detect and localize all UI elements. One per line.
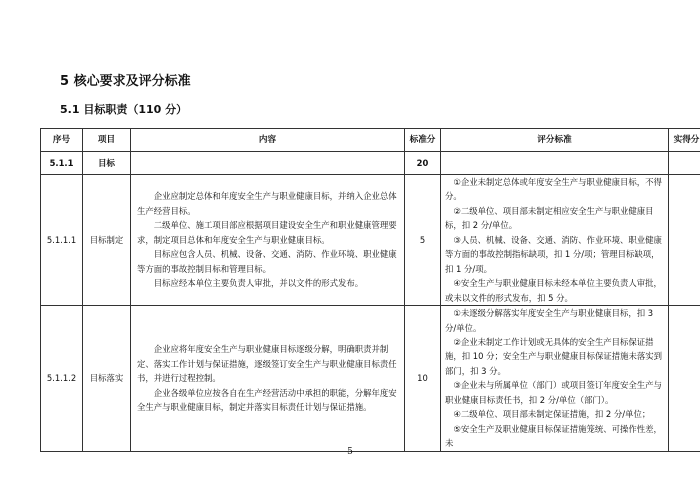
header-scoring-criteria: 评分标准	[441, 129, 669, 152]
header-content: 内容	[131, 129, 405, 152]
row-no: 5.1.1.1	[41, 175, 83, 306]
row-actual-score	[669, 306, 700, 452]
rule-item: ③人员、机械、设备、交通、消防、作业环境、职业健康等方面的事故控制指标缺项，扣 1 分/项；管理目标缺项，扣 1 分/项。	[445, 234, 662, 274]
section-rules	[441, 152, 669, 175]
section-row	[41, 152, 700, 175]
row-item: 目标制定	[83, 175, 131, 306]
row-item: 目标落实	[83, 306, 131, 452]
rule-item: ⑤安全生产及职业健康目标保证措施笼统、可操作性差，未	[445, 423, 662, 449]
section-score: 20	[405, 152, 441, 175]
row-no: 5.1.1.2	[41, 306, 83, 452]
rule-item: ③企业未与所属单位（部门）或项目签订年度安全生产与职业健康目标责任书，扣 2 分/单位（部门）。	[445, 380, 662, 405]
rule-item: ④二级单位、项目部未制定保证措施，扣 2 分/单位；	[453, 409, 651, 420]
row-content	[131, 175, 405, 306]
section-content	[131, 152, 405, 175]
row-actual-score	[669, 175, 700, 306]
rule-item: ②企业未制定工作计划或无具体的安全生产目标保证措施，扣 10 分；安全生产与职业健康目标保证措施未落实到部门，扣 3 分。	[445, 336, 662, 376]
content-paragraph: 目标应经本单位主要负责人审批，并以文件的形式发布。	[153, 278, 364, 289]
page-number: 5	[347, 447, 353, 457]
rule-item: ④安全生产与职业健康目标未经本单位主要负责人审批，或未以文件的形式发布，扣 5 分。	[445, 278, 662, 303]
rule-item: ①未逐级分解落实年度安全生产与职业健康目标，扣 3 分/单位。	[445, 308, 654, 333]
content-paragraph: 二级单位、施工项目部应根据项目建设安全生产和职业健康管理要求，制定项目总体和年度安全生产与职业健康目标。	[137, 220, 397, 245]
rule-item: ②二级单位、项目部未制定相应安全生产与职业健康目标，扣 2 分/单位。	[445, 205, 654, 231]
table-row	[41, 306, 700, 452]
header-standard-score: 标准分	[405, 129, 441, 152]
row-scoring-criteria	[441, 306, 669, 452]
row-content	[131, 306, 405, 452]
content-paragraph: 企业应制定总体和年度安全生产与职业健康目标，并纳入企业总体生产经营目标。	[137, 191, 397, 216]
section-no: 5.1.1	[41, 152, 83, 175]
row-standard-score: 10	[405, 306, 441, 452]
scoring-table	[40, 128, 700, 452]
content-paragraph: 企业应将年度安全生产与职业健康目标逐级分解，明确职责并制定、落实工作计划与保证措施，逐级签订安全生产与职业健康目标责任书，并进行过程控制。	[137, 344, 397, 384]
section-actual	[669, 152, 700, 175]
table-header-row	[41, 129, 700, 152]
section-heading: 5 核心要求及评分标准	[60, 74, 191, 89]
subsection-heading: 5.1 目标职责（110 分）	[60, 103, 188, 116]
content-paragraph: 目标应包含人员、机械、设备、交通、消防、作业环境、职业健康等方面的事故控制目标和管理目标。	[137, 249, 397, 274]
section-item: 目标	[83, 152, 131, 175]
rule-item: ①企业未制定总体或年度安全生产与职业健康目标，不得分。	[445, 177, 662, 202]
content-paragraph: 企业各级单位应按各自在生产经营活动中承担的职能，分解年度安全生产与职业健康目标，制定并落实目标责任计划与保证措施。	[137, 387, 397, 413]
header-actual-score: 实得分	[669, 129, 700, 152]
row-scoring-criteria	[441, 175, 669, 306]
row-standard-score: 5	[405, 175, 441, 306]
header-item: 项目	[83, 129, 131, 152]
table-row	[41, 175, 700, 306]
header-no: 序号	[41, 129, 83, 152]
